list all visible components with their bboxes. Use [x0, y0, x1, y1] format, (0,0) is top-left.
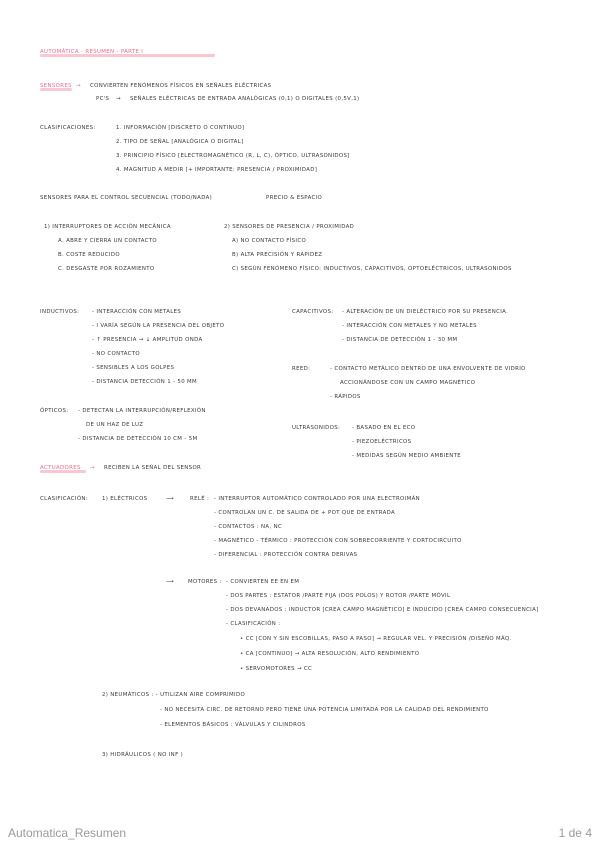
rele-item: - MAGNÉTICO - TÉRMICO : PROTECCIÓN CON SOBRECORRIENTE Y CORTOCIRCUITO: [214, 538, 462, 544]
capacitivos-item: - DISTANCIA DE DETECCIÓN 1 - 30 MM: [342, 337, 458, 343]
clasif2-label: CLASIFICACIÓN:: [40, 496, 88, 502]
capacitivos-item: - INTERACCIÓN CON METALES Y NO METALES: [342, 323, 477, 329]
capacitivos-label: CAPACITIVOS:: [292, 309, 334, 315]
hidraulicos-label: 3) HIDRÁULICOS ( NO INF ): [102, 752, 184, 758]
clasificacion-item: 4. MAGNITUD A MEDIR [+ IMPORTANTE: PRESENCIA / PROXIMIDAD]: [116, 167, 318, 173]
inductivos-item: - INTERACCIÓN CON METALES: [92, 309, 182, 315]
capacitivos-item: - ALTERACIÓN DE UN DIELÉCTRICO POR SU PRESENCIA.: [342, 309, 509, 315]
page-number: 1 de 4: [558, 826, 592, 840]
electricos-label: 1) ELÉCTRICOS: [102, 496, 148, 502]
pcs-definition: SEÑALES ELÉCTRICAS DE ENTRADA ANALÓGICAS (0,1) O DIGITALES (0,5V,1): [130, 96, 360, 102]
col2-item: B) ALTA PRECISIÓN Y RAPIDEZ: [232, 252, 323, 258]
pcs-label: PC'S: [96, 96, 110, 102]
arrow-icon: →: [76, 83, 81, 89]
actuadores-label: ACTUADORES: [40, 465, 81, 471]
opticos-line: - DISTANCIA DE DETECCIÓN 10 CM - 5M: [78, 436, 198, 442]
inductivos-item: - ↑ PRESENCIA → ↓ AMPLITUD ONDA: [92, 337, 203, 343]
inductivos-item: - I VARÍA SEGÚN LA PRESENCIA DEL OBJETO: [92, 323, 225, 329]
reed-label: REED:: [292, 366, 311, 372]
col1-title: 1) INTERRUPTORES DE ACCIÓN MECÁNICA: [44, 224, 171, 230]
neumaticos-item: - ELEMENTOS BÁSICOS : VÁLVULAS Y CILINDROS: [160, 722, 306, 728]
clasificacion-item: 1. INFORMACIÓN [DISCRETO O CONTINUO]: [116, 125, 245, 131]
clasificacion-item: 3. PRINCIPIO FÍSICO [ELECTROMAGNÉTICO (R, L, C), ÓPTICO, ULTRASONIDOS]: [116, 153, 350, 159]
reed-line: - CONTACTO METÁLICO DENTRO DE UNA ENVOLVENTE DE VIDRIO: [330, 366, 526, 372]
control-heading: SENSORES PARA EL CONTROL SECUENCIAL (TODO/NADA): [40, 195, 213, 201]
neumaticos-item: - NO NECESITA CIRC. DE RETORNO PERO TIENE UNA POTENCIA LIMITADA POR LA CALIDAD DEL RENDIMIENTO: [160, 707, 489, 713]
ultrasonidos-label: ULTRASONIDOS:: [292, 425, 341, 431]
opticos-label: ÓPTICOS:: [40, 408, 69, 414]
motores-subitem: • CA [CONTINUO] → ALTA RESOLUCIÓN, ALTO RENDIMIENTO: [240, 651, 420, 657]
motores-label: MOTORES :: [188, 579, 222, 585]
rele-item: - CONTACTOS : NA, NC: [214, 524, 283, 530]
rele-item: - DIFERENCIAL : PROTECCIÓN CONTRA DERIVAS: [214, 552, 358, 558]
motores-item: - DOS DEVANADOS : INDUCTOR [CREA CAMPO MAGNÉTICO] E INDUCIDO [CREA CAMPO CONSECUENCIA]: [226, 607, 539, 613]
motores-subitem: • CC [CON Y SIN ESCOBILLAS, PASO A PASO] → REGULAR VEL. Y PRECISIÓN /DISEÑO MÁQ.: [240, 636, 512, 642]
actuadores-definition: RECIBEN LA SEÑAL DEL SENSOR: [104, 465, 202, 471]
col1-item: B. COSTE REDUCIDO: [58, 252, 120, 258]
control-aside: PRECIO & ESPACIO: [266, 195, 323, 201]
col2-item: C) SEGÚN FENÓMENO FÍSICO: INDUCTIVOS, CAPACITIVOS, OPTOELÉCTRICOS, ULTRASONIDOS: [232, 266, 512, 272]
arrow-icon: ⟶: [166, 496, 175, 502]
opticos-line: - DETECTAN LA INTERRUPCIÓN/REFLEXIÓN: [78, 408, 206, 414]
inductivos-label: INDUCTIVOS:: [40, 309, 80, 315]
document-name: Automatica_Resumen: [8, 826, 127, 840]
page-title: AUTOMÁTICA - RESUMEN - PARTE I: [40, 49, 144, 55]
clasificacion-item: 2. TIPO DE SEÑAL [ANALÓGICA O DIGITAL]: [116, 139, 244, 145]
opticos-line: DE UN HAZ DE LUZ: [86, 422, 144, 428]
clasificaciones-label: CLASIFICACIONES:: [40, 125, 96, 131]
sensores-definition: CONVIERTEN FENÓMENOS FÍSICOS EN SEÑALES ELÉCTRICAS: [90, 83, 272, 89]
ultrasonidos-item: - PIEZOELÉCTRICOS: [352, 439, 412, 445]
motores-item: - DOS PARTES : ESTATOR /PARTE FIJA (DOS POLOS) Y ROTOR /PARTE MÓVIL: [226, 593, 451, 599]
motores-subitem: • SERVOMOTORES → CC: [240, 666, 313, 672]
sensores-label: SENSORES: [40, 83, 72, 89]
inductivos-item: - DISTANCIA DETECCIÓN 1 - 50 MM: [92, 379, 198, 385]
arrow-icon: →: [116, 96, 121, 102]
motores-item: - CONVIERTEN EE EN EM: [226, 579, 300, 585]
arrow-icon: ⟶: [166, 579, 175, 585]
inductivos-item: - SENSIBLES A LOS GOLPES: [92, 365, 175, 371]
rele-label: RELÉ :: [190, 496, 210, 502]
col1-item: C. DESGASTE POR ROZAMIENTO: [58, 266, 155, 272]
rele-item: - INTERRUPTOR AUTOMÁTICO CONTROLADO POR UNA ELECTROIMÁN: [214, 496, 420, 502]
arrow-icon: →: [90, 465, 95, 471]
inductivos-item: - NO CONTACTO: [92, 351, 141, 357]
reed-line: - RÁPIDOS: [330, 394, 361, 400]
col2-title: 2) SENSORES DE PRESENCIA / PROXIMIDAD: [224, 224, 355, 230]
neumaticos-label: 2) NEUMÁTICOS : - UTILIZAN AIRE COMPRIMIDO: [102, 692, 246, 698]
col2-item: A) NO CONTACTO FÍSICO: [232, 238, 307, 244]
motores-item: - CLASIFICACIÓN :: [226, 621, 281, 627]
reed-line: ACCIONÁNDOSE CON UN CAMPO MAGNÉTICO: [340, 380, 476, 386]
col1-item: A. ABRE Y CIERRA UN CONTACTO: [58, 238, 158, 244]
ultrasonidos-item: - MEDIDAS SEGÚN MEDIO AMBIENTE: [352, 453, 462, 459]
ultrasonidos-item: - BASADO EN EL ECO: [352, 425, 416, 431]
rele-item: - CONTROLAN UN C. DE SALIDA DE + POT QUE DE ENTRADA: [214, 510, 396, 516]
